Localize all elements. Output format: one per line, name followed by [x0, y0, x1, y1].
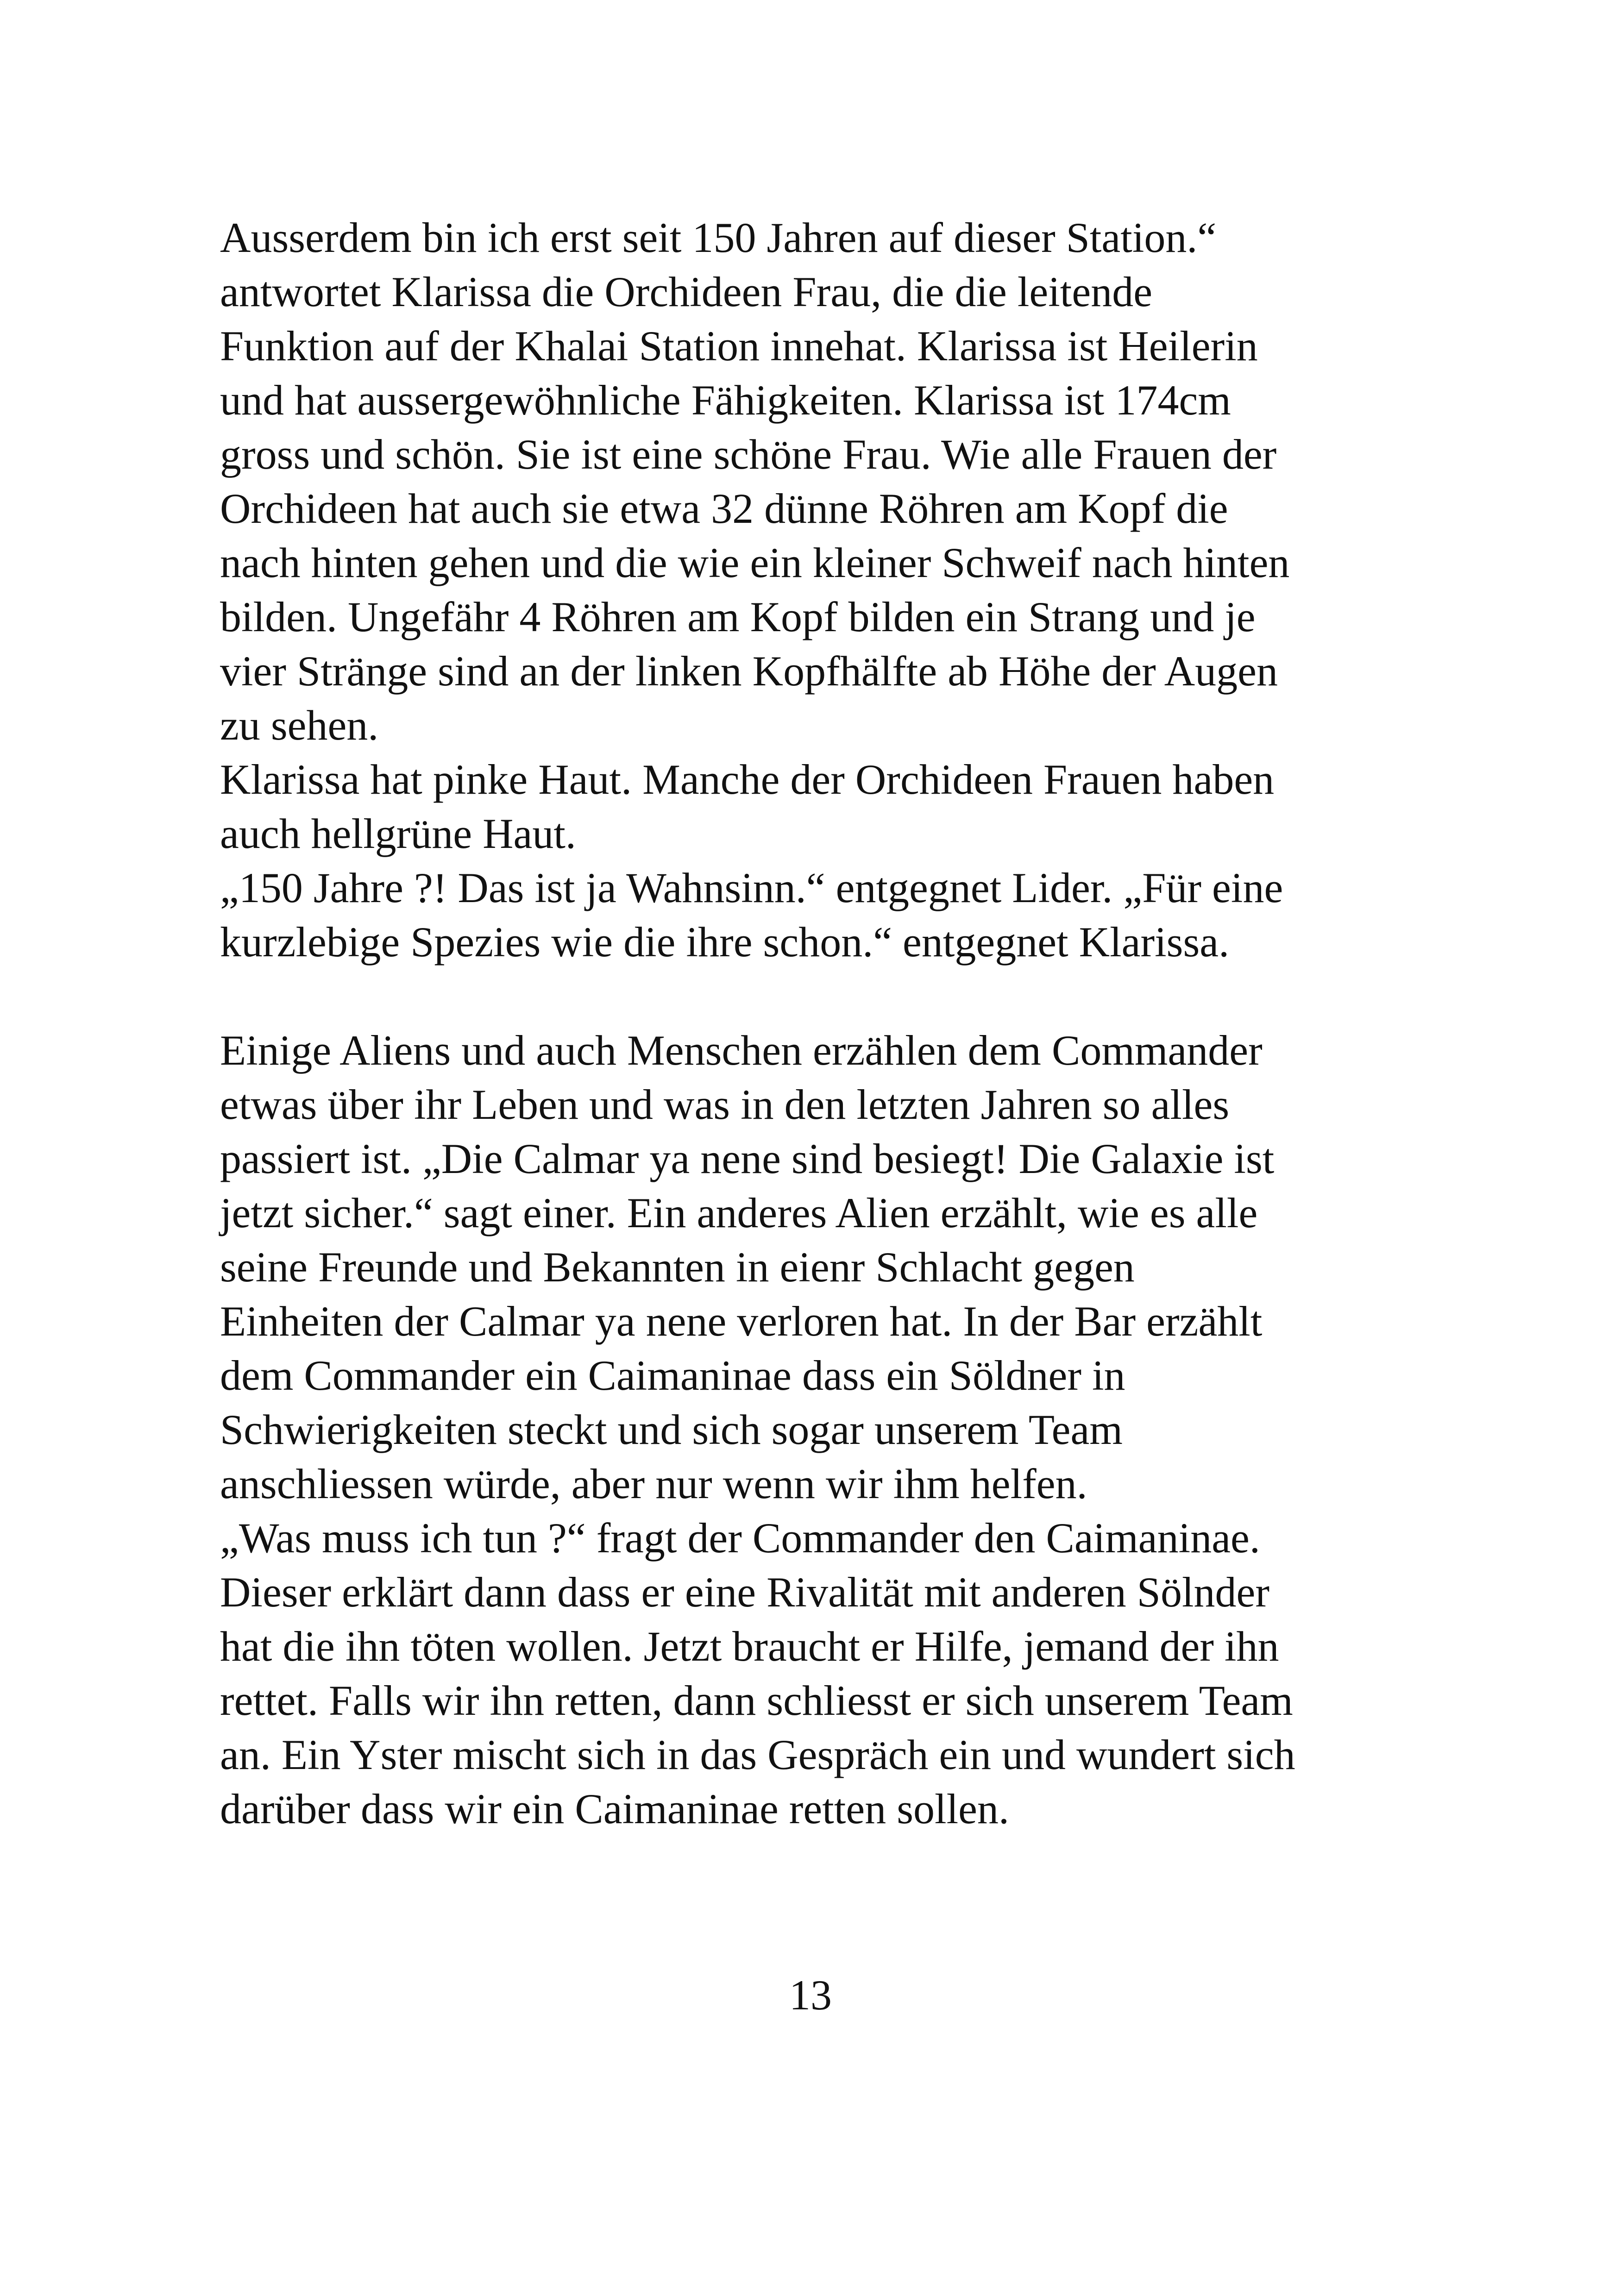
page-number: 13 [789, 1971, 832, 2019]
text-line: dem Commander ein Caimaninae dass ein Söldner in [220, 1352, 1125, 1399]
text-line: darüber dass wir ein Caimaninae retten sollen. [220, 1785, 1009, 1832]
text-line: „Was muss ich tun ?“ fragt der Commander den Caimaninae. [220, 1514, 1260, 1562]
text-line: Ausserdem bin ich erst seit 150 Jahren auf dieser Station.“ [220, 214, 1217, 261]
body-text [220, 211, 1424, 1836]
text-line: nach hinten gehen und die wie ein kleiner Schweif nach hinten [220, 539, 1290, 586]
text-line: an. Ein Yster mischt sich in das Gespräch ein und wundert sich [220, 1731, 1295, 1778]
text-line: Einige Aliens und auch Menschen erzählen dem Commander [220, 1027, 1263, 1074]
text-line: Klarissa hat pinke Haut. Manche der Orchideen Frauen haben [220, 756, 1275, 803]
text-line: rettet. Falls wir ihn retten, dann schliesst er sich unserem Team [220, 1677, 1293, 1724]
text-line: und hat aussergewöhnliche Fähigkeiten. Klarissa ist 174cm [220, 376, 1231, 424]
text-line: hat die ihn töten wollen. Jetzt braucht er Hilfe, jemand der ihn [220, 1623, 1279, 1670]
text-line: Dieser erklärt dann dass er eine Rivalität mit anderen Sölnder [220, 1568, 1269, 1616]
text-line: passiert ist. „Die Calmar ya nene sind besiegt! Die Galaxie ist [220, 1135, 1275, 1182]
text-line: gross und schön. Sie ist eine schöne Frau. Wie alle Frauen der [220, 431, 1277, 478]
text-line: etwas über ihr Leben und was in den letzten Jahren so alles [220, 1081, 1230, 1128]
text-line: vier Stränge sind an der linken Kopfhälfte ab Höhe der Augen [220, 647, 1278, 695]
text-line: zu sehen. [220, 702, 379, 749]
text-line: „150 Jahre ?! Das ist ja Wahnsinn.“ entgegnet Lider. „Für eine [220, 864, 1283, 911]
paragraph-gap [220, 969, 1424, 1023]
text-line: kurzlebige Spezies wie die ihre schon.“ entgegnet Klarissa. [220, 918, 1230, 966]
text-line: Funktion auf der Khalai Station innehat. Klarissa ist Heilerin [220, 322, 1258, 370]
text-line: anschliessen würde, aber nur wenn wir ihm helfen. [220, 1460, 1087, 1507]
text-line: Schwierigkeiten steckt und sich sogar unserem Team [220, 1406, 1123, 1453]
text-line: bilden. Ungefähr 4 Röhren am Kopf bilden ein Strang und je [220, 593, 1256, 640]
text-line: auch hellgrüne Haut. [220, 810, 576, 857]
text-line: seine Freunde und Bekannten in eienr Schlacht gegen [220, 1243, 1135, 1291]
text-line: jetzt sicher.“ sagt einer. Ein anderes Alien erzählt, wie es alle [220, 1189, 1258, 1236]
text-line: Orchideen hat auch sie etwa 32 dünne Röhren am Kopf die [220, 485, 1228, 532]
text-line: Einheiten der Calmar ya nene verloren hat. In der Bar erzählt [220, 1298, 1263, 1345]
text-line: antwortet Klarissa die Orchideen Frau, die die leitende [220, 268, 1153, 315]
